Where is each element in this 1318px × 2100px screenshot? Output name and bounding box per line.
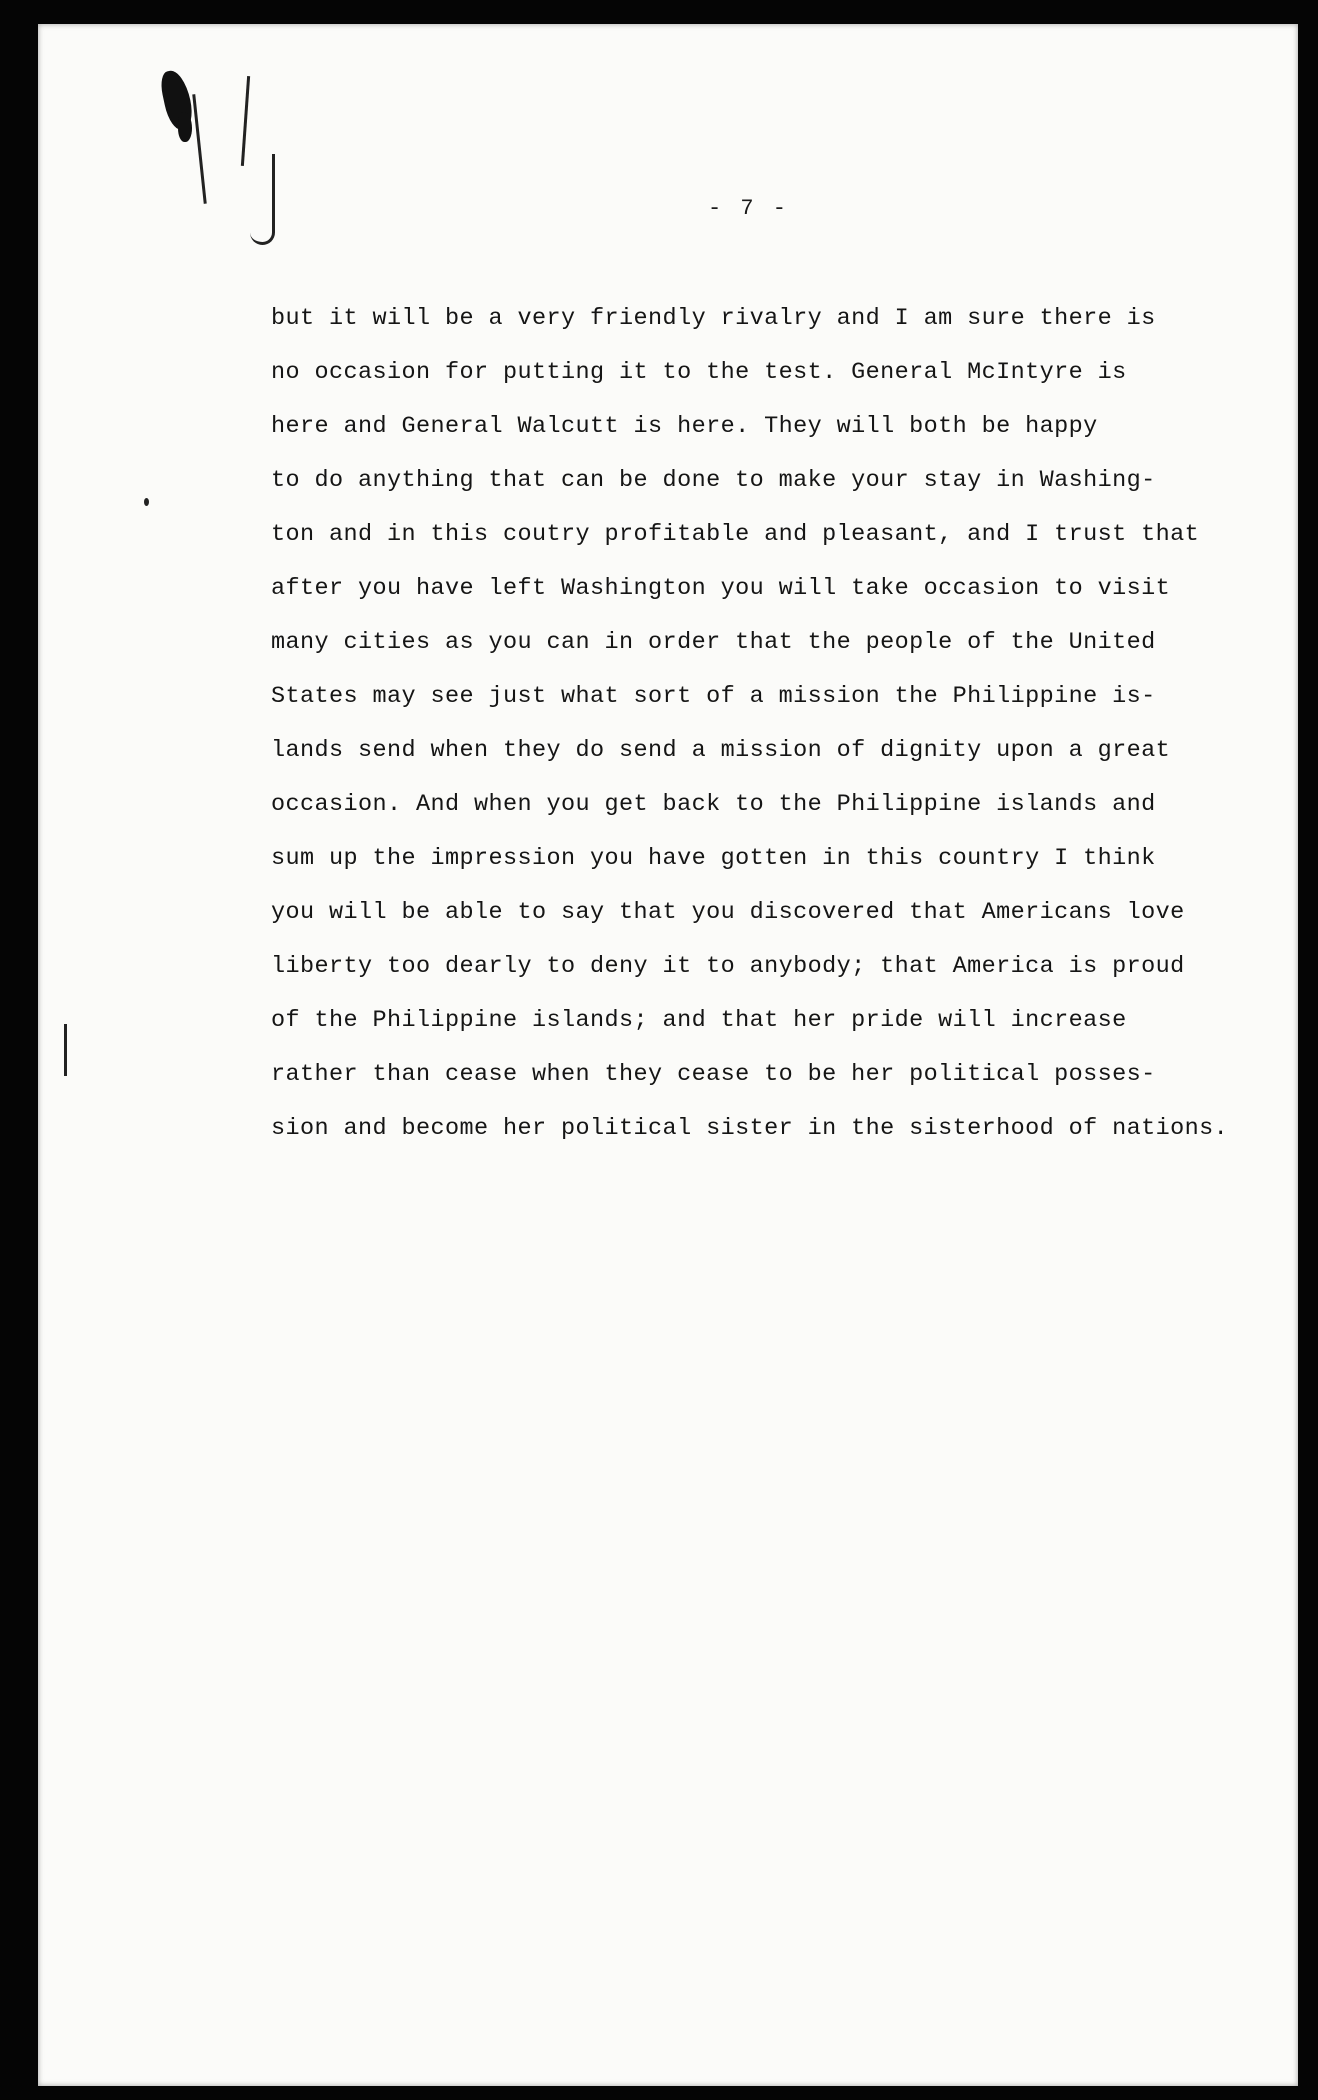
text-line: here and General Walcutt is here. They will both be happy <box>271 413 1098 440</box>
text-line: after you have left Washington you will take occasion to visit <box>271 575 1171 602</box>
document-page <box>38 24 1298 2086</box>
text-line: States may see just what sort of a mission the Philippine is- <box>271 683 1156 710</box>
text-line: liberty too dearly to deny it to anybody; that America is proud <box>271 953 1185 980</box>
text-line: rather than cease when they cease to be her political posses- <box>271 1061 1156 1088</box>
text-line: sum up the impression you have gotten in this country I think <box>271 845 1156 872</box>
text-line: many cities as you can in order that the people of the United <box>271 629 1156 656</box>
text-line: sion and become her political sister in the sisterhood of nations. <box>271 1115 1229 1142</box>
text-line: but it will be a very friendly rivalry and I am sure there is <box>271 305 1156 332</box>
margin-dot <box>144 498 149 506</box>
page-number: - 7 - <box>708 196 790 221</box>
ink-smudge-top-left-2 <box>178 112 192 142</box>
staple-mark-right <box>241 76 250 166</box>
text-line: ton and in this coutry profitable and pleasant, and I trust that <box>271 521 1200 548</box>
staple-curve <box>250 154 275 245</box>
text-line: no occasion for putting it to the test. General McIntyre is <box>271 359 1127 386</box>
text-line: occasion. And when you get back to the Philippine islands and <box>271 791 1156 818</box>
letter-body <box>271 292 1301 1156</box>
text-line: you will be able to say that you discovered that Americans love <box>271 899 1185 926</box>
text-line: of the Philippine islands; and that her pride will increase <box>271 1007 1127 1034</box>
margin-mark <box>64 1024 67 1076</box>
text-line: to do anything that can be done to make your stay in Washing- <box>271 467 1156 494</box>
text-line: lands send when they do send a mission of dignity upon a great <box>271 737 1171 764</box>
staple-mark-left <box>192 94 206 204</box>
